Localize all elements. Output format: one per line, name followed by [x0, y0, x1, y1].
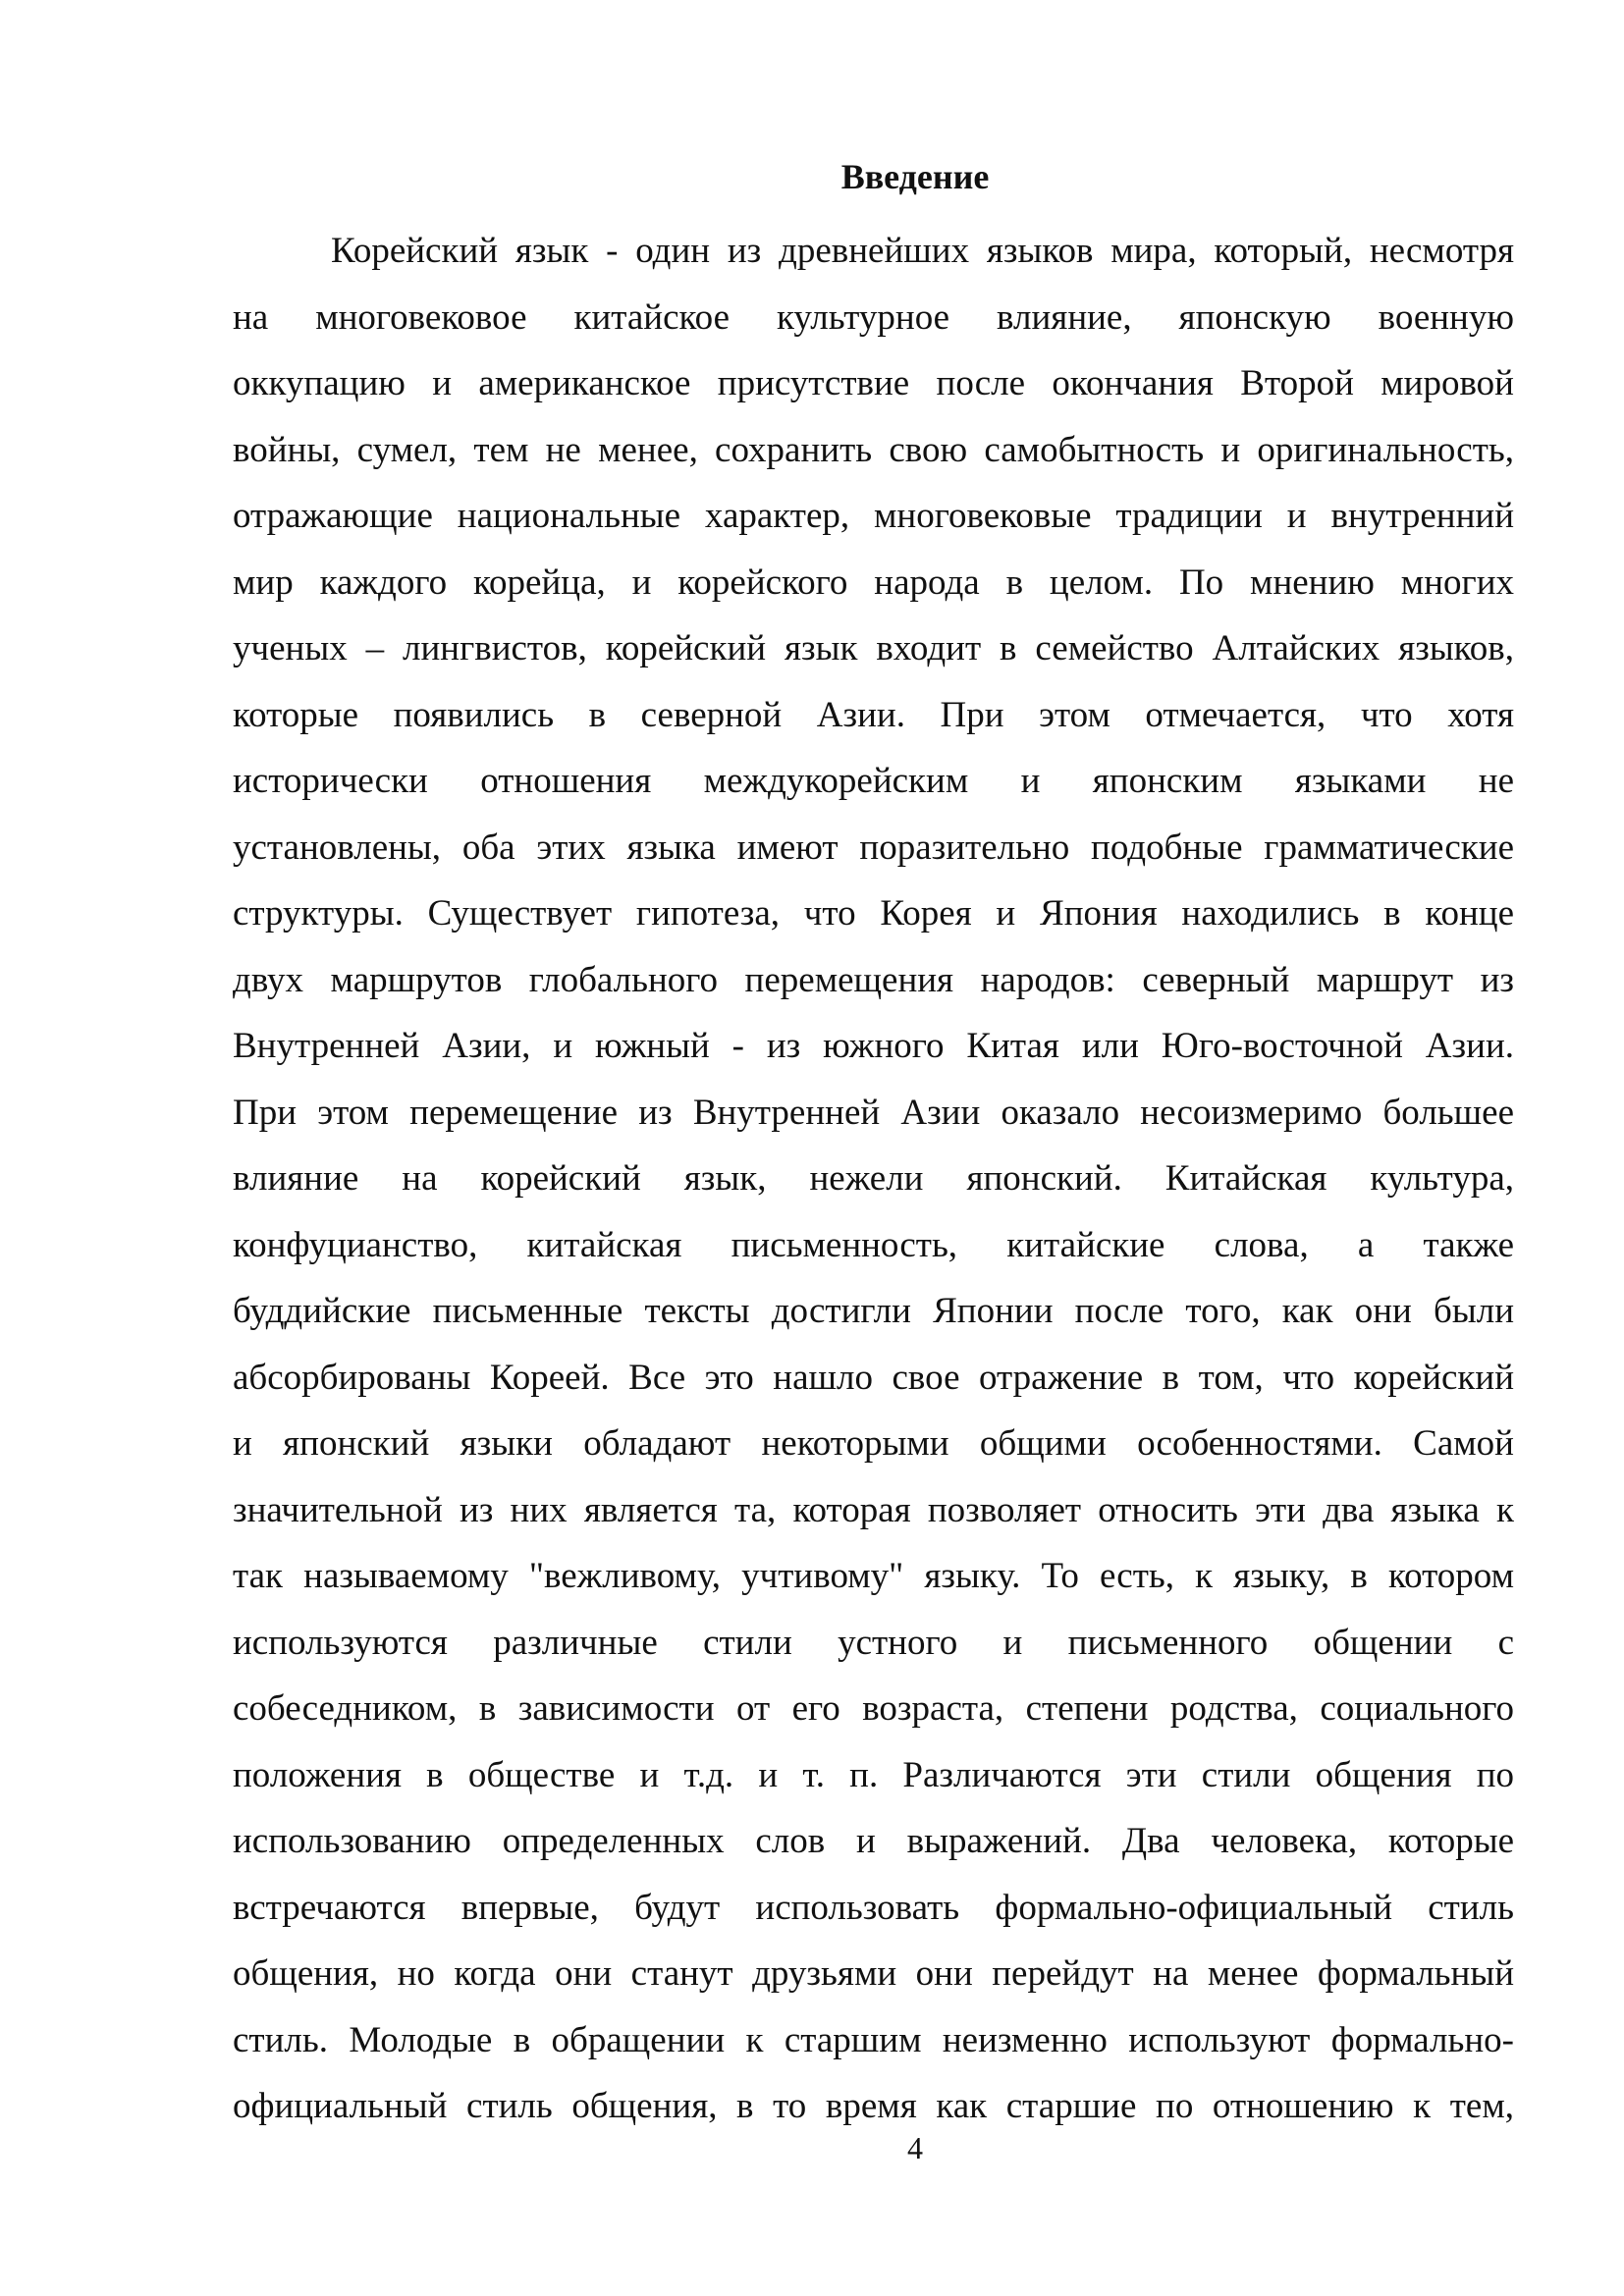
text-line: встречаются впервые, будут использовать формально-официальный стиль: [233, 1887, 1514, 1928]
text-line: войны, сумел, тем не менее, сохранить свою самобытность и оригинальность,: [233, 429, 1514, 470]
text-line: на многовековое китайское культурное влияние, японскую военную: [233, 296, 1514, 338]
text-line: мир каждого корейца, и корейского народа в целом. По мнению многих: [233, 561, 1514, 603]
text-line: буддийские письменные тексты достигли Японии после того, как они были: [233, 1291, 1514, 1331]
text-line: ученых – лингвистов, корейский язык входит в семейство Алтайских языков,: [233, 628, 1514, 668]
text-line: структуры. Существует гипотеза, что Корея и Япония находились в конце: [233, 893, 1514, 934]
text-line: положения в обществе и т.д. и т. п. Различаются эти стили общения по: [233, 1754, 1514, 1795]
text-line: влияние на корейский язык, нежели японский. Китайская культура,: [233, 1158, 1514, 1199]
page-number: 4: [907, 2130, 923, 2165]
text-line: использованию определенных слов и выражений. Два человека, которые: [233, 1821, 1514, 1861]
text-line: общения, но когда они станут друзьями они перейдут на менее формальный: [233, 1953, 1514, 1994]
text-line: абсорбированы Кореей. Все это нашло свое отражение в том, что корейский: [233, 1357, 1514, 1398]
text-line: отражающие национальные характер, многовековые традиции и внутренний: [233, 496, 1514, 536]
text-line: стиль. Молодые в обращении к старшим неизменно используют формально-: [233, 2019, 1514, 2060]
text-line: Корейский язык - один из древнейших языков мира, который, несмотря: [331, 231, 1514, 271]
text-line: официальный стиль общения, в то время как старшие по отношению к тем,: [233, 2086, 1514, 2126]
text-line: При этом перемещение из Внутренней Азии оказало несоизмеримо большее: [233, 1092, 1514, 1133]
text-line: значительной из них является та, которая позволяет относить эти два языка к: [233, 1489, 1514, 1530]
text-line: которые появились в северной Азии. При этом отмечается, что хотя: [233, 694, 1514, 735]
text-line: конфуцианство, китайская письменность, китайские слова, а также: [233, 1224, 1514, 1265]
text-line: и японский языки обладают некоторыми общими особенностями. Самой: [233, 1423, 1514, 1464]
text-line: двух маршрутов глобального перемещения народов: северный маршрут из: [233, 959, 1514, 1000]
body-paragraph: [233, 218, 1514, 2140]
text-line: оккупацию и американское присутствие после окончания Второй мировой: [233, 363, 1514, 403]
text-line: Внутренней Азии, и южный - из южного Китая или Юго-восточной Азии.: [233, 1026, 1514, 1066]
text-line: исторически отношения междукорейским и японским языками не: [233, 761, 1514, 801]
section-title: Введение: [840, 157, 990, 196]
text-line: так называемому "вежливому, учтивому" языку. То есть, к языку, в котором: [233, 1556, 1514, 1596]
text-line: установлены, оба этих языка имеют поразительно подобные грамматические: [233, 827, 1514, 868]
text-line: используются различные стили устного и письменного общении с: [233, 1622, 1514, 1663]
text-line: собеседником, в зависимости от его возраста, степени родства, социального: [233, 1688, 1514, 1729]
